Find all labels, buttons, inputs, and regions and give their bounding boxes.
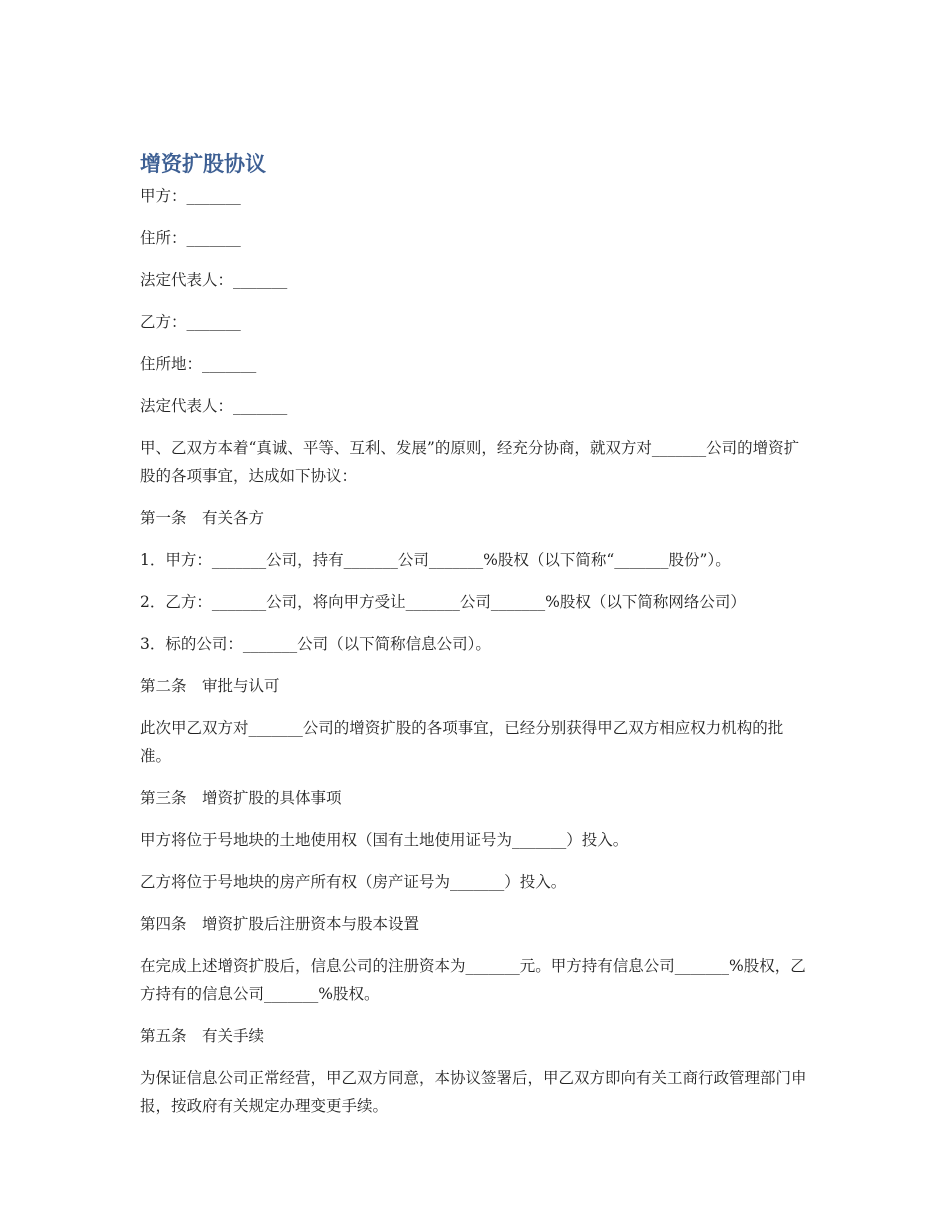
article-2-body: 此次甲乙双方对_______公司的增资扩股的各项事宜，已经分别获得甲乙双方相应权力机构的批准。 (140, 719, 784, 765)
document-page (140, 148, 812, 1134)
article-5-heading: 第五条 有关手续 (140, 1027, 265, 1045)
party-a-line: 甲方：_______ (140, 187, 241, 205)
article-3-item-property: 乙方将位于号地块的房产所有权（房产证号为_______）投入。 (140, 873, 567, 891)
article-4-body: 在完成上述增资扩股后，信息公司的注册资本为_______元。甲方持有信息公司_______%股权，乙方持有的信息公司_______%股权。 (140, 957, 806, 1003)
article-3-item-land: 甲方将位于号地块的土地使用权（国有土地使用证号为_______）投入。 (140, 831, 629, 849)
article-1-item-3: 3．标的公司：_______公司（以下简称信息公司）。 (140, 635, 491, 653)
article-1-item-2: 2．乙方：_______公司，将向甲方受让_______公司_______%股权（以下简称网络公司） (140, 593, 746, 611)
document-title: 增资扩股协议 (140, 152, 266, 176)
article-2-heading: 第二条 审批与认可 (140, 677, 280, 695)
article-3-heading: 第三条 增资扩股的具体事项 (140, 789, 342, 807)
article-1-item-1: 1．甲方：_______公司，持有_______公司_______%股权（以下简称“_______股份”）。 (140, 551, 731, 569)
party-b-legal-rep-line: 法定代表人：_______ (140, 397, 288, 415)
party-b-line: 乙方：_______ (140, 313, 241, 331)
party-a-legal-rep-line: 法定代表人：_______ (140, 271, 288, 289)
article-4-heading: 第四条 增资扩股后注册资本与股本设置 (140, 915, 420, 933)
preamble-paragraph: 甲、乙双方本着“真诚、平等、互利、发展”的原则，经充分协商，就双方对_______公司的增资扩股的各项事宜，达成如下协议： (140, 439, 800, 485)
article-1-heading: 第一条 有关各方 (140, 509, 265, 527)
party-a-address-line: 住所：_______ (140, 229, 241, 247)
party-b-address-line: 住所地：_______ (140, 355, 257, 373)
article-5-body: 为保证信息公司正常经营，甲乙双方同意，本协议签署后，甲乙双方即向有关工商行政管理部门申报，按政府有关规定办理变更手续。 (140, 1069, 807, 1115)
